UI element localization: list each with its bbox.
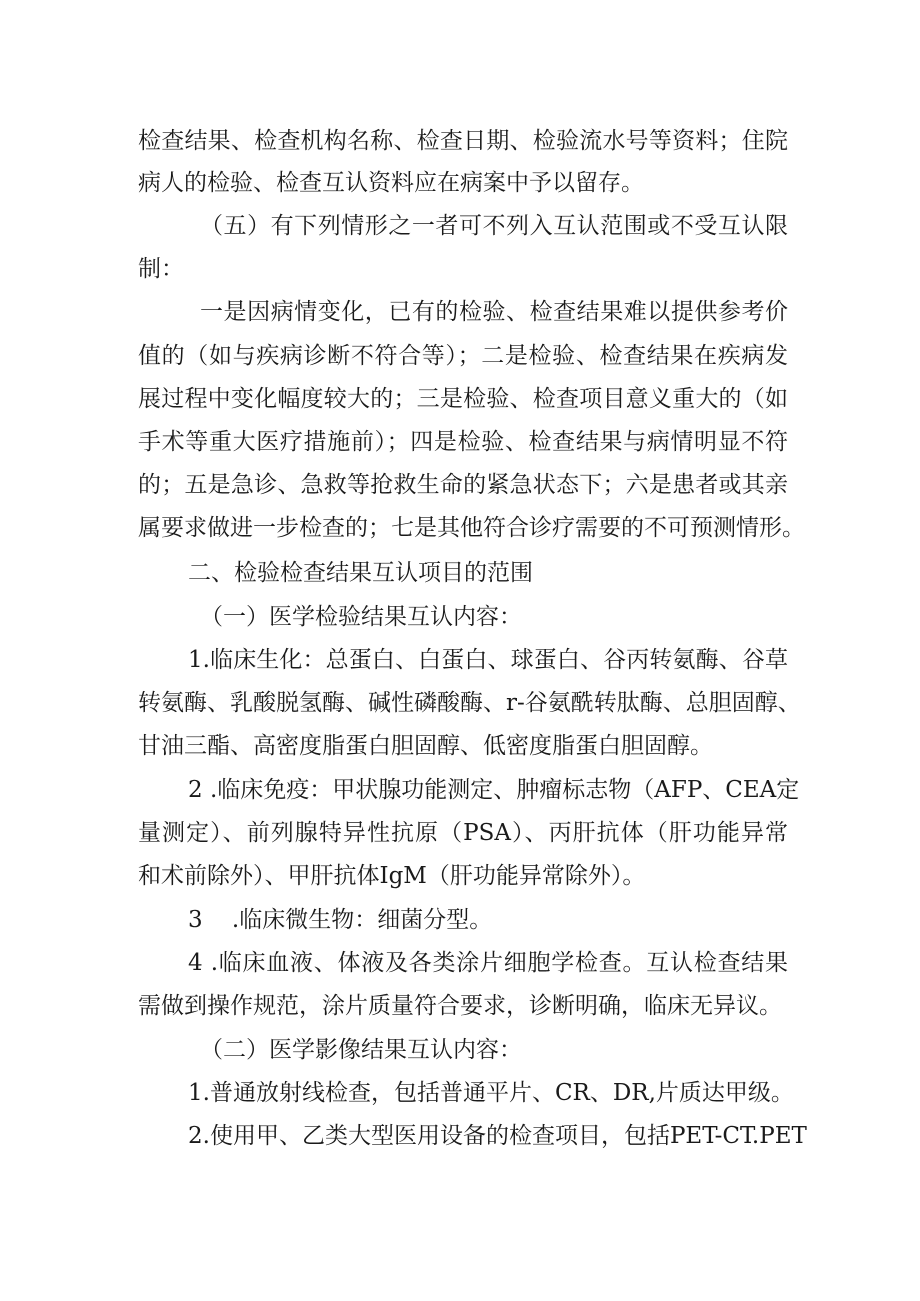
text-line: 量测定）、前列腺特异性抗原（PSA）、丙肝抗体（肝功能异常 [138, 820, 788, 846]
text-line: 和术前除外）、甲肝抗体IgM（肝功能异常除外）。 [138, 863, 646, 889]
list-item: 2.使用甲、乙类大型医用设备的检查项目，包括PET-CT.PET [188, 1123, 807, 1149]
text-line: 的；五是急诊、急救等抢救生命的紧急状态下；六是患者或其亲 [138, 472, 788, 498]
text-line: 一是因病情变化，已有的检验、检查结果难以提供参考价 [200, 299, 788, 325]
text-line: 转氨酶、乳酸脱氢酶、碱性磷酸酶、r-谷氨酰转肽酶、总胆固醇、 [138, 690, 801, 716]
text-line: 需做到操作规范，涂片质量符合要求，诊断明确，临床无异议。 [138, 993, 782, 1019]
subsection-heading: （一）医学检验结果互认内容： [200, 604, 522, 630]
section-heading: （五）有下列情形之一者可不列入互认范围或不受互认限 [200, 213, 788, 239]
list-item: 1.临床生化：总蛋白、白蛋白、球蛋白、谷丙转氨酶、谷草 [188, 647, 788, 673]
text-line: 手术等重大医疗措施前）；四是检验、检查结果与病情明显不符 [138, 429, 788, 455]
text-line: 制： [138, 256, 184, 282]
text-line: 病人的检验、检查互认资料应在病案中予以留存。 [138, 170, 644, 196]
text-line: 属要求做进一步检查的；七是其他符合诊疗需要的不可预测情形。 [138, 515, 805, 541]
text-line: 展过程中变化幅度较大的；三是检验、检查项目意义重大的（如 [138, 386, 788, 412]
text-line: 值的（如与疾病诊断不符合等）；二是检验、检查结果在疾病发 [138, 343, 788, 369]
list-item: 1.普通放射线检查，包括普通平片、CR、DR,片质达甲级。 [188, 1080, 794, 1106]
subsection-heading: （二）医学影像结果互认内容： [200, 1037, 522, 1063]
text-line: 甘油三酯、高密度脂蛋白胆固醇、低密度脂蛋白胆固醇。 [138, 733, 713, 759]
list-item: 2 .临床免疫：甲状腺功能测定、肿瘤标志物（AFP、CEA定 [188, 777, 800, 803]
section-heading: 二、检验检查结果互认项目的范围 [188, 560, 533, 586]
list-item: 3 .临床微生物：细菌分型。 [188, 907, 493, 933]
list-item: 4 .临床血液、体液及各类涂片细胞学检查。互认检查结果 [188, 950, 788, 976]
text-line: 检查结果、检查机构名称、检查日期、检验流水号等资料；住院 [138, 128, 788, 154]
